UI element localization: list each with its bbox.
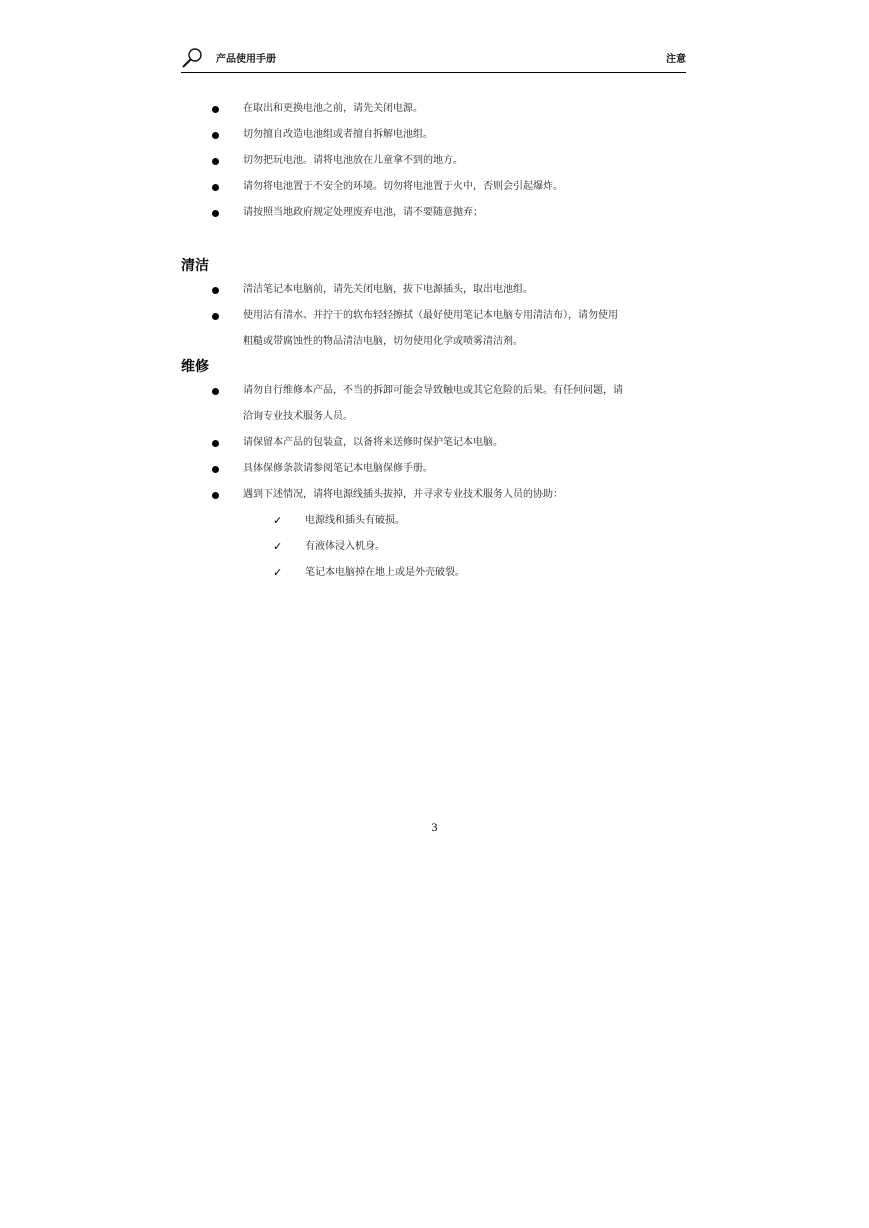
cleaning-list [0,277,869,355]
checkmark-icon: ✓ [273,566,283,579]
sub-list-item: ✓ 有液体浸入机身。 [0,534,869,560]
list-item: 请勿将电池置于不安全的环境。切勿将电池置于火中，否则会引起爆炸。 [0,174,869,200]
list-item: 在取出和更换电池之前，请先关闭电源。 [0,96,869,122]
list-item: 切勿擅自改造电池组或者擅自拆解电池组。 [0,122,869,148]
list-item: 请保留本产品的包装盒，以备将来送修时保护笔记本电脑。 [0,430,869,456]
bullet-icon [212,106,219,113]
bullet-icon [212,158,219,165]
list-item: 具体保修条款请参阅笔记本电脑保修手册。 [0,456,869,482]
bullet-icon [212,210,219,217]
bullet-icon [212,388,219,395]
bullet-icon [212,313,219,320]
bullet-icon [212,466,219,473]
list-item: 清洁笔记本电脑前，请先关闭电脑，拔下电源插头，取出电池组。 [0,277,869,303]
page-number: 3 [431,820,438,834]
repair-list [0,378,869,586]
list-item: 请勿自行维修本产品，不当的拆卸可能会导致触电或其它危险的后果。有任何问题，请 洽询专业技术服务人员。 [0,378,869,430]
sub-list-item: ✓ 电源线和插头有破损。 [0,508,869,534]
repair-heading: 维修 [181,359,209,375]
sub-list-item: ✓ 笔记本电脑掉在地上或是外壳破裂。 [0,560,869,586]
magnifier-icon [181,46,205,70]
list-item: 请按照当地政府规定处理废弃电池，请不要随意抛弃； [0,200,869,226]
checkmark-icon: ✓ [273,540,283,553]
checkmark-icon: ✓ [273,514,283,527]
bullet-icon [212,287,219,294]
bullet-icon [212,492,219,499]
bullet-icon [212,132,219,139]
section-title: 注意 [666,54,686,65]
page-header [181,44,686,73]
bullet-icon [212,440,219,447]
manual-title: 产品使用手册 [216,54,276,65]
cleaning-heading: 清洁 [181,258,209,274]
list-item: 使用沾有清水、并拧干的软布轻轻擦拭（最好使用笔记本电脑专用清洁布），请勿使用 粗糙或带腐蚀性的物品清洁电脑，切勿使用化学或喷雾清洁剂。 [0,303,869,355]
list-item: 切勿把玩电池。请将电池放在儿童拿不到的地方。 [0,148,869,174]
battery-list [0,96,869,226]
bullet-icon [212,184,219,191]
list-item: 遇到下述情况，请将电源线插头拔掉，并寻求专业技术服务人员的协助： [0,482,869,508]
